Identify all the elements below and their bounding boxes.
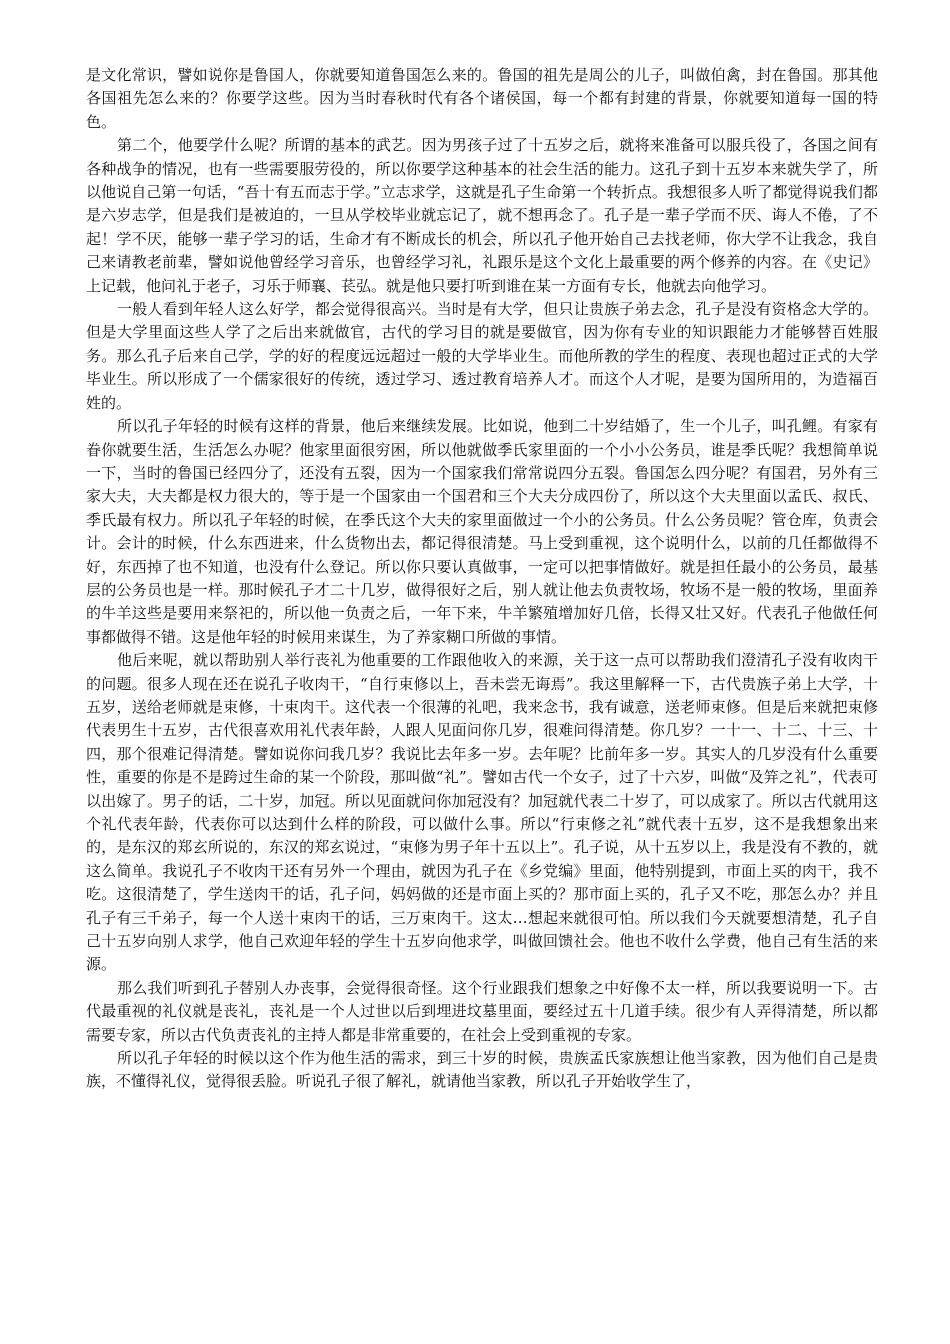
paragraph-6: 那么我们听到孔子替别人办丧事，会觉得很奇怪。这个行业跟我们想象之中好像不太一样，所以我要说明一下。古代最重视的礼仪就是丧礼，丧礼是一个人过世以后到埋进坟墓里面，要经过五十几道手续。很少有人弄得清楚，所以都需要专家，所以古代负责丧礼的主持人都是非常重要的，在社会上受到重视的专家。 [86,978,878,1044]
document-page [86,64,878,1094]
paragraph-5: 他后来呢，就以帮助别人举行丧礼为他重要的工作跟他收入的来源，关于这一点可以帮助我们澄清孔子没有收肉干的问题。很多人现在还在说孔子收肉干，“自行束修以上，吾未尝无诲焉”。我这里解释一下，古代贵族子弟上大学，十五岁，送给老师就是束修，十束肉干。这代表一个很薄的礼吧，我来念书，我有诚意，送老师束修。但是后来就把束修代表男生十五岁，古代很喜欢用礼代表年龄，人跟人见面问你几岁，很难问得清楚。你几岁？一十一、十二、十三、十四，那个很难记得清楚。譬如说你问我几岁？我说比去年多一岁。去年呢？比前年多一岁。其实人的几岁没有什么重要性，重要的你是不是跨过生命的某一个阶段，那叫做“礼”。譬如古代一个女子，过了十六岁，叫做“及笄之礼”，代表可以出嫁了。男子的话，二十岁，加冠。所以见面就问你加冠没有？加冠就代表二十岁了，可以成家了。所以古代就用这个礼代表年龄，代表你可以达到什么样的阶段，可以做什么事。所以“行束修之礼”就代表十五岁，这不是我想象出来的，是东汉的郑玄所说的，东汉的郑玄说过，“束修为男子年十五以上”。孔子说，从十五岁以上，我是没有不教的，就这么简单。我说孔子不收肉干还有另外一个理由，就因为孔子在《乡党编》里面，他特别提到，市面上买的肉干，我不吃。这很清楚了，学生送肉干的话，孔子问，妈妈做的还是市面上买的？那市面上买的，孔子又不吃，那怎么办？并且孔子有三千弟子，每一个人送十束肉干的话，三万束肉干。这太…想起来就很可怕。所以我们今天就要想清楚，孔子自己十五岁向别人求学，他自己欢迎年轻的学生十五岁向他求学，叫做回馈社会。他也不收什么学费，他自己有生活的来源。 [86,651,878,974]
paragraph-4: 所以孔子年轻的时候有这样的背景，他后来继续发展。比如说，他到二十岁结婚了，生一个儿子，叫孔鲤。有家有眷你就要生活，生活怎么办呢？他家里面很穷困，所以他就做季氏家里面的一个小小公务员，谁是季氏呢？我想简单说一下，当时的鲁国已经四分了，还没有五裂，因为一个国家我们常常说四分五裂。鲁国怎么四分呢？有国君，另外有三家大夫，大夫都是权力很大的，等于是一个国家由一个国君和三个大夫分成四份了，所以这个大夫里面以孟氏、叔氏、季氏最有权力。所以孔子年轻的时候，在季氏这个大夫的家里面做过一个小的公务员。什么公务员呢？管仓库，负责会计。会计的时候，什么东西进来，什么货物出去，都记得很清楚。马上受到重视，这个说明什么，以前的几任都做得不好，东西掉了也不知道，也没有什么登记。所以你只要认真做事，一定可以把事情做好。就是担任最小的公务员，最基层的公务员也是一样。那时候孔子才二十几岁，做得很好之后，别人就让他去负责牧场，牧场不是一般的牧场，里面养的牛羊这些是要用来祭祀的，所以他一负责之后，一年下来，牛羊繁殖增加好几倍，长得又壮又好。代表孔子他做任何事都做得不错。这是他年轻的时候用来谋生，为了养家糊口所做的事情。 [86,417,878,646]
paragraph-2: 第二个，他要学什么呢？所谓的基本的武艺。因为男孩子过了十五岁之后，就将来准备可以服兵役了，各国之间有各种战争的情况，也有一些需要服劳役的，所以你要学这种基本的社会生活的能力。这孔子到十五岁本来就失学了，所以他说自己第一句话，“吾十有五而志于学。”立志求学，这就是孔子生命第一个转折点。我想很多人听了都觉得说我们都是六岁志学，但是我们是被迫的，一旦从学校毕业就忘记了，就不想再念了。孔子是一辈子学而不厌、诲人不倦，了不起！学不厌，能够一辈子学习的话，生命才有不断成长的机会，所以孔子他开始自己去找老师，你大学不让我念，我自己来请教老前辈，譬如说他曾经学习音乐，也曾经学习礼，礼跟乐是这个文化上最重要的两个修养的内容。在《史记》上记载，他问礼于老子，习乐于师襄、苌弘。就是他只要打听到谁在某一方面有专长，他就去向他学习。 [86,136,878,295]
paragraph-7: 所以孔子年轻的时候以这个作为他生活的需求，到三十岁的时候，贵族孟氏家族想让他当家教，因为他们自己是贵族，不懂得礼仪，觉得很丢脸。听说孔子很了解礼，就请他当家教，所以孔子开始收学生了， [86,1049,878,1091]
paragraph-1: 是文化常识，譬如说你是鲁国人，你就要知道鲁国怎么来的。鲁国的祖先是周公的儿子，叫做伯禽，封在鲁国。那其他各国祖先怎么来的？你要学这些。因为当时春秋时代有各个诸侯国，每一个都有封建的背景，你就要知道每一国的特色。 [86,66,878,131]
paragraph-3: 一般人看到年轻人这么好学，都会觉得很高兴。当时是有大学，但只让贵族子弟去念，孔子是没有资格念大学的。但是大学里面这些人学了之后出来就做官，古代的学习目的就是要做官，因为你有专业的知识跟能力才能够替百姓服务。那么孔子后来自己学，学的好的程度远远超过一般的大学毕业生。而他所教的学生的程度、表现也超过正式的大学毕业生。所以形成了一个儒家很好的传统，透过学习、透过教育培养人才。而这个人才呢，是要为国所用的，为造福百姓的。 [86,300,878,412]
